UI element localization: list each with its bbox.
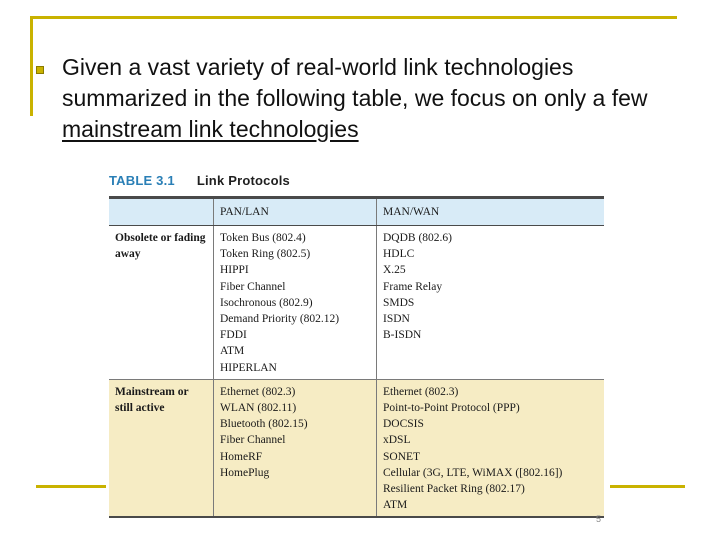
table-caption xyxy=(109,173,290,188)
protocol-item: X.25 xyxy=(383,264,406,277)
protocol-item: FDDI xyxy=(220,329,247,342)
bullet-text: Given a vast variety of real-world link technologies summarized in the following table, we focus on only a few xyxy=(62,54,648,111)
bullet-underlined-phrase: mainstream link technologies xyxy=(62,116,359,142)
protocol-item: HIPPI xyxy=(220,264,249,277)
protocol-item: ISDN xyxy=(383,313,410,326)
bullet-paragraph xyxy=(62,52,702,145)
protocol-item: WLAN (802.11) xyxy=(220,402,297,415)
frame-line-bottom-right xyxy=(610,485,685,488)
protocol-item: Isochronous (802.9) xyxy=(220,296,313,309)
header-cell-pan-lan: PAN/LAN xyxy=(214,198,377,226)
header-cell-man-wan: MAN/WAN xyxy=(377,198,605,226)
table-row-obsolete xyxy=(109,226,604,380)
table-row-mainstream xyxy=(109,379,604,517)
page-number: 5 xyxy=(596,514,602,524)
frame-line-left xyxy=(30,16,33,116)
protocol-item: Token Bus (802.4) xyxy=(220,232,306,244)
man-wan-cell xyxy=(377,226,605,380)
protocol-item: SMDS xyxy=(383,296,415,309)
protocol-item: B-ISDN xyxy=(383,329,422,342)
table-title: Link Protocols xyxy=(196,173,290,188)
pan-lan-cell xyxy=(214,226,377,380)
link-protocols-table xyxy=(109,196,604,518)
protocol-item: HDLC xyxy=(383,248,415,261)
table-header-row xyxy=(109,198,604,226)
protocol-item: Ethernet (802.3) xyxy=(220,385,296,398)
category-cell: Mainstream or still active xyxy=(109,379,214,517)
protocol-item: Token Ring (802.5) xyxy=(220,248,311,261)
protocol-item: ATM xyxy=(383,499,408,512)
protocol-item: HomeRF xyxy=(220,450,263,463)
protocol-item: xDSL xyxy=(383,434,411,447)
protocol-item: HIPERLAN xyxy=(220,361,277,374)
table-label: TABLE 3.1 xyxy=(109,173,175,188)
frame-line-bottom-left xyxy=(36,485,106,488)
protocol-item: Resilient Packet Ring (802.17) xyxy=(383,483,525,496)
frame-line-top xyxy=(30,16,677,19)
bullet-square-icon xyxy=(36,66,44,74)
header-cell-category xyxy=(109,198,214,226)
protocol-item: HomePlug xyxy=(220,466,270,479)
protocol-item: Cellular (3G, LTE, WiMAX ([802.16]) xyxy=(383,466,563,479)
protocol-item: DQDB (802.6) xyxy=(383,232,452,244)
protocol-item: Bluetooth (802.15) xyxy=(220,418,308,431)
protocol-item: ATM xyxy=(220,345,245,358)
protocol-item: Demand Priority (802.12) xyxy=(220,313,340,326)
protocol-item: Fiber Channel xyxy=(220,434,286,447)
category-cell: Obsolete or fading away xyxy=(109,226,214,380)
man-wan-cell xyxy=(377,379,605,517)
protocol-item: DOCSIS xyxy=(383,418,424,431)
protocol-item: Frame Relay xyxy=(383,280,443,293)
pan-lan-cell xyxy=(214,379,377,517)
protocol-item: Fiber Channel xyxy=(220,280,286,293)
protocol-item: SONET xyxy=(383,450,421,463)
protocol-item: Ethernet (802.3) xyxy=(383,385,459,398)
protocol-item: Point-to-Point Protocol (PPP) xyxy=(383,402,520,415)
